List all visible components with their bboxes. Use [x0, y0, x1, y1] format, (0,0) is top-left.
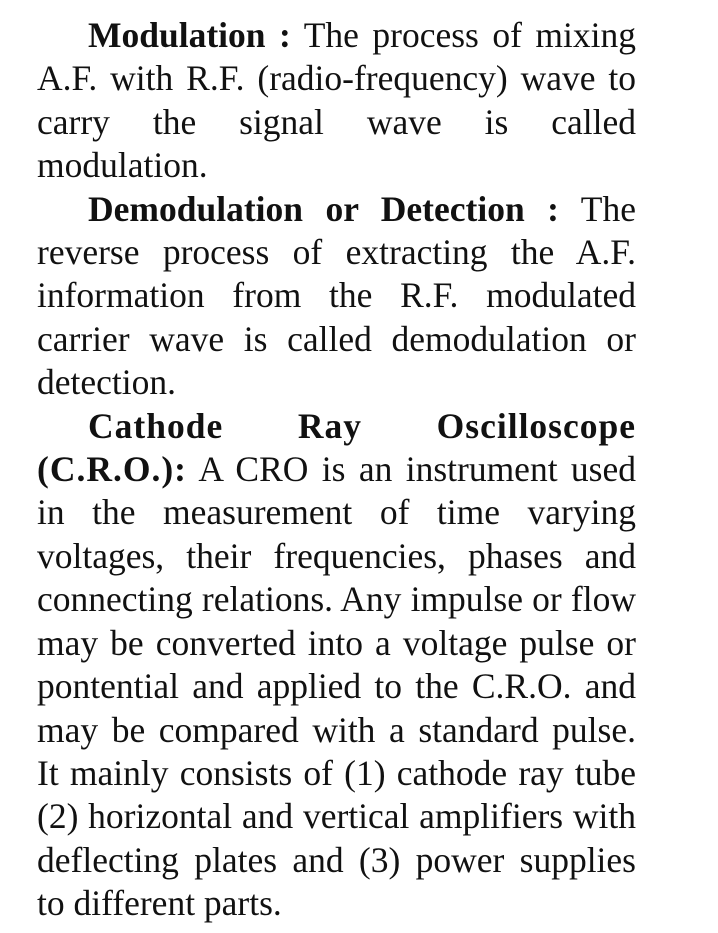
entry-cro: [37, 405, 636, 926]
definition-demodulation: The reverse process of extracting the A.F. information from the R.F. modulated carrier wave is called demodulation or detection.: [37, 188, 636, 403]
entry-modulation: [37, 14, 636, 188]
term-demodulation: Demodulation or Detection :: [88, 188, 559, 229]
term-modulation: Modulation :: [88, 15, 291, 55]
definition-modulation: The process of mixing A.F. with R.F. (radio-frequency) wave to carry the signal wave is called modulation.: [37, 15, 636, 186]
term-cro: Cathode Ray Oscilloscope (C.R.O.):: [37, 405, 636, 490]
definition-cro: A CRO is an instrument used in the measurement of time varying voltages, their frequencies, phases and connecting relations. Any impulse or flow may be converted into a voltage pulse or pontential and applied to the C.R.O. and may be compared with a standard pulse. It mainly consists of (1) cathode ray tube (2) horizontal and vertical amplifiers with deflecting plates and (3) power supplies to different parts.: [37, 449, 636, 924]
entry-demodulation: [37, 188, 636, 405]
